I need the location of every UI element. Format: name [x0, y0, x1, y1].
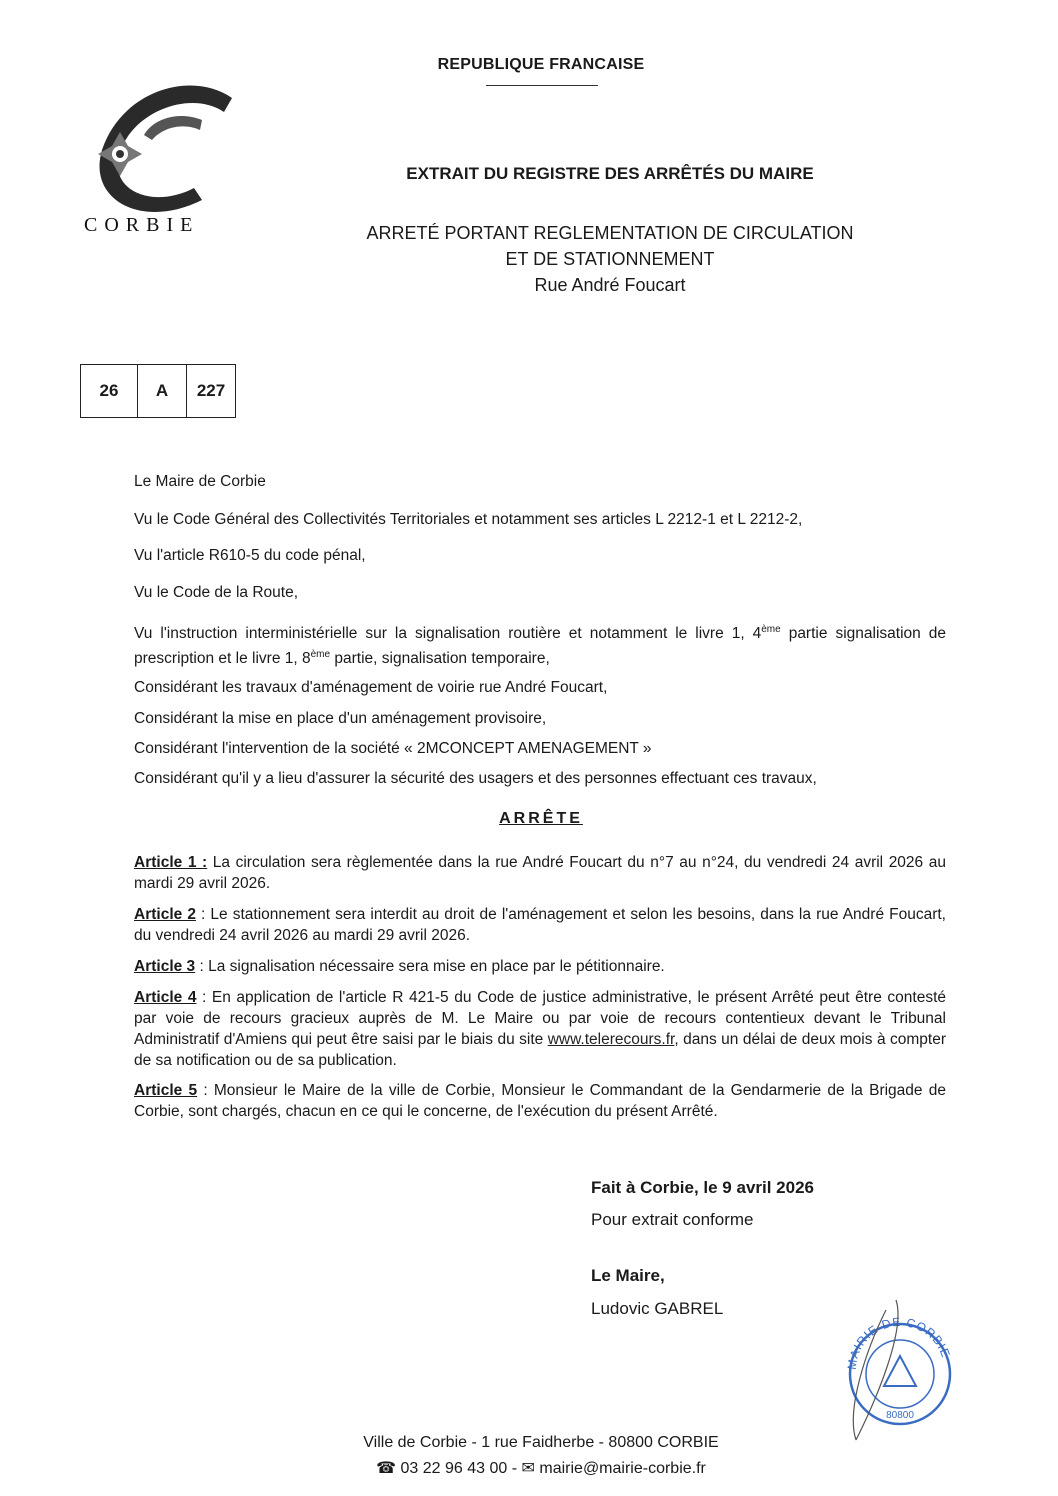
article-1-label: Article 1 :	[134, 854, 208, 871]
article-4-label: Article 4	[134, 989, 197, 1006]
vu-instruction-part-b: partie signalisation de prescription et le livre 1, 8	[134, 625, 946, 668]
arrete-title	[300, 220, 920, 298]
vu-instruction	[134, 619, 946, 669]
article-4	[134, 987, 946, 1071]
article-3-text: : La signalisation nécessaire sera mise en place par le pétitionnaire.	[195, 958, 665, 975]
article-2	[134, 904, 946, 946]
title-line-2: ET DE STATIONNEMENT	[505, 249, 715, 269]
signature-conforme: Pour extrait conforme	[591, 1210, 754, 1229]
arrete-number-type: A	[138, 365, 187, 417]
footer-contact	[0, 1458, 1058, 1478]
signature-name: Ludovic GABREL	[591, 1299, 724, 1318]
considerant-societe: Considérant l'intervention de la société « 2MCONCEPT AMENAGEMENT »	[134, 740, 652, 757]
envelope-icon: ✉	[521, 1460, 535, 1477]
article-1	[134, 852, 946, 894]
considerant-amenagement: Considérant la mise en place d'un aménagement provisoire,	[134, 710, 547, 727]
svg-text:80800: 80800	[886, 1410, 914, 1421]
mairie-seal-stamp	[826, 1290, 966, 1450]
svg-text:MAIRIE DE CORBIE: MAIRIE DE CORBIE	[844, 1314, 954, 1371]
article-1-text: La circulation sera règlementée dans la rue André Foucart du n°7 au n°24, du vendredi 24 avril 2026 au mardi 29 avril 2026.	[134, 854, 946, 892]
footer-phone: 03 22 96 43 00 -	[400, 1460, 518, 1477]
article-2-label: Article 2	[134, 906, 196, 923]
article-3	[134, 956, 946, 977]
arrete-number-year: 26	[81, 365, 138, 417]
footer-email[interactable]: mairie@mairie-corbie.fr	[539, 1460, 706, 1477]
title-line-1: ARRETÉ PORTANT REGLEMENTATION DE CIRCULATION	[366, 223, 854, 243]
article-5-label: Article 5	[134, 1082, 198, 1099]
article-4-text-b: , dans un délai de deux mois à compter de sa notification ou de sa publication.	[134, 1031, 946, 1069]
logo-text: CORBIE	[84, 214, 200, 236]
article-5-text: : Monsieur le Maire de la ville de Corbie, Monsieur le Commandant de la Gendarmerie de la Brigade de Corbie, sont chargés, chacun en ce qui le concerne, de l'exécution du présent Arrêté.	[134, 1082, 946, 1120]
article-5	[134, 1080, 946, 1122]
telerecours-link[interactable]: www.telerecours.fr	[547, 1031, 675, 1048]
republic-heading: REPUBLIQUE FRANCAISE	[437, 56, 645, 73]
considerant-securite: Considérant qu'il y a lieu d'assurer la sécurité des usagers et des personnes effectuant ces travaux,	[134, 770, 817, 787]
considerant-travaux: Considérant les travaux d'aménagement de voirie rue André Foucart,	[134, 679, 608, 696]
vu-instruction-sup-2: ème	[310, 649, 331, 661]
article-2-text: : Le stationnement sera interdit au droit de l'aménagement et selon les besoins, dans la rue André Foucart, du vendredi 24 avril 2026 au mardi 29 avril 2026.	[134, 906, 946, 944]
article-3-label: Article 3	[134, 958, 196, 975]
registre-title: EXTRAIT DU REGISTRE DES ARRÊTÉS DU MAIRE	[406, 164, 814, 183]
arrete-number-box	[80, 364, 236, 418]
vu-instruction-sup-1: ème	[761, 624, 781, 635]
republic-underline	[486, 85, 598, 86]
arrete-number-seq: 227	[196, 381, 226, 400]
article-4-text-a: : En application de l'article R 421-5 du Code de justice administrative, le présent Arrêté peut être contesté par voie de recours gracieux auprès de M. Le Maire ou par voie de recours contentieux devant le Tribunal Administratif d'Amiens qui peut être saisi par le biais du site	[134, 989, 946, 1048]
phone-icon: ☎	[376, 1460, 397, 1477]
vu-code-penal: Vu l'article R610-5 du code pénal,	[134, 547, 366, 564]
vu-cgct: Vu le Code Général des Collectivités Territoriales et notamment ses articles L 2212-1 et L 2212-2,	[134, 511, 803, 528]
title-line-3: Rue André Foucart	[534, 275, 686, 295]
maire-line: Le Maire de Corbie	[134, 473, 266, 490]
signature-role: Le Maire,	[591, 1266, 665, 1285]
footer-address: Ville de Corbie - 1 rue Faidherbe - 80800 CORBIE	[363, 1434, 719, 1451]
signature-fait: Fait à Corbie, le 9 avril 2026	[591, 1178, 815, 1197]
vu-instruction-part-c: partie, signalisation temporaire,	[330, 650, 550, 668]
vu-code-route: Vu le Code de la Route,	[134, 584, 299, 601]
arrete-heading: ARRÊTE	[499, 810, 583, 827]
vu-instruction-part-a: Vu l'instruction interministérielle sur la signalisation routière et notamment le livre 1, 4	[134, 625, 762, 643]
